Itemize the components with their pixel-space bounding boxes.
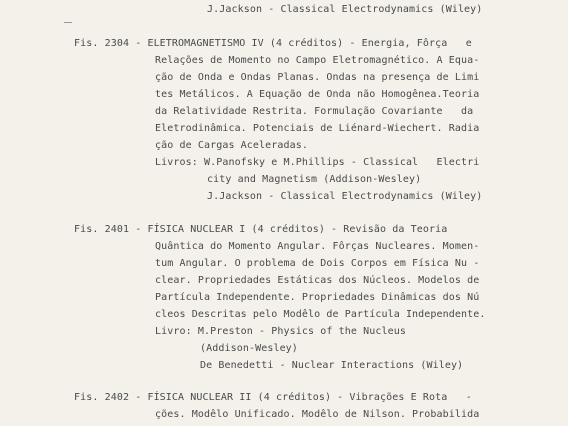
text-line: Eletrodinâmica. Potenciais de Liénard-Wiechert. Radia (155, 123, 480, 134)
text-line: (Addison-Wesley) (200, 343, 298, 354)
course-heading-2401: Fis. 2401 - FÍSICA NUCLEAR I (4 créditos) - Revisão da Teoria (74, 224, 448, 235)
text-line: J.Jackson - Classical Electrodynamics (Wiley) (207, 4, 483, 15)
margin-mark (64, 22, 72, 23)
text-line: Livros: W.Panofsky e M.Phillips - Classical Electri (155, 157, 480, 168)
text-line: J.Jackson - Classical Electrodynamics (Wiley) (207, 191, 483, 202)
text-line: tum Angular. O problema de Dois Corpos em Física Nu - (155, 258, 480, 269)
course-heading-2304: Fis. 2304 - ELETROMAGNETISMO IV (4 créditos) - Energia, Fôrça e (74, 38, 472, 49)
text-line: Relações de Momento no Campo Eletromagnético. A Equa- (155, 55, 480, 66)
text-line: clear. Propriedades Estáticas dos Núcleos. Modelos de (155, 275, 480, 286)
text-line: city and Magnetism (Addison-Wesley) (207, 174, 422, 185)
text-line: ções. Modêlo Unificado. Modêlo de Nilson. Probabilida (155, 409, 480, 420)
text-line: Livro: M.Preston - Physics of the Nucleus (155, 326, 406, 337)
text-line: Partícula Independente. Propriedades Dinâmicas dos Nú (155, 292, 480, 303)
text-line: ção de Cargas Aceleradas. (155, 140, 309, 151)
text-line: da Relatividade Restrita. Formulação Covariante da (155, 106, 474, 117)
text-line: tes Metálicos. A Equação de Onda não Homogênea.Teoria (155, 89, 480, 100)
text-line: cleos Descritas pelo Modêlo de Partícula Independente. (155, 309, 486, 320)
text-line: De Benedetti - Nuclear Interactions (Wiley) (200, 360, 464, 371)
course-heading-2402: Fis. 2402 - FÍSICA NUCLEAR II (4 créditos) - Vibrações E Rota - (74, 392, 472, 403)
text-line: ção de Onda e Ondas Planas. Ondas na presença de Limi (155, 72, 480, 83)
text-line: Quântica do Momento Angular. Fôrças Nucleares. Momen- (155, 241, 480, 252)
